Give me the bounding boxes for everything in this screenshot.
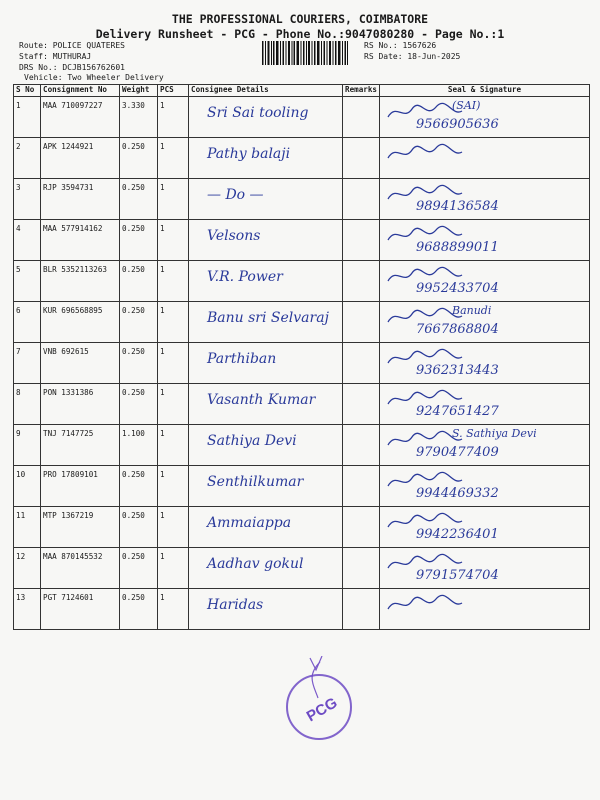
phone-handwriting: 9790477409 [416, 445, 499, 460]
row-weight: 0.250 [120, 138, 158, 179]
row-weight: 0.250 [120, 589, 158, 630]
row-pcs: 1 [158, 466, 189, 507]
row-remarks [343, 302, 380, 343]
table-row [14, 261, 590, 302]
row-consignment-no: PGT 7124601 [41, 589, 120, 630]
row-remarks [343, 507, 380, 548]
table-row [14, 466, 590, 507]
row-signature [380, 261, 590, 302]
row-consignee [189, 302, 343, 343]
row-remarks [343, 548, 380, 589]
consignee-handwriting: Velsons [207, 228, 261, 244]
row-consignee [189, 589, 343, 630]
seal-handwriting: S. Sathiya Devi [452, 427, 537, 440]
col-consignment: Consignment No [41, 85, 120, 97]
row-sno: 12 [14, 548, 41, 589]
table-row [14, 589, 590, 630]
row-signature [380, 548, 590, 589]
row-remarks [343, 261, 380, 302]
row-signature [380, 507, 590, 548]
vehicle-label: Vehicle: Two Wheeler Delivery [24, 73, 164, 82]
consignee-handwriting: Haridas [207, 597, 264, 613]
row-consignment-no: MAA 577914162 [41, 220, 120, 261]
delivery-table [13, 84, 590, 630]
row-pcs: 1 [158, 302, 189, 343]
row-pcs: 1 [158, 384, 189, 425]
row-consignee [189, 466, 343, 507]
row-weight: 0.250 [120, 548, 158, 589]
row-signature [380, 138, 590, 179]
row-sno: 10 [14, 466, 41, 507]
table-row [14, 302, 590, 343]
col-remarks: Remarks [343, 85, 380, 97]
row-consignment-no: BLR 5352113263 [41, 261, 120, 302]
barcode [262, 41, 348, 65]
col-seal: Seal & Signature [380, 85, 590, 97]
row-weight: 1.100 [120, 425, 158, 466]
row-sno: 3 [14, 179, 41, 220]
row-sno: 7 [14, 343, 41, 384]
row-consignment-no: MTP 1367219 [41, 507, 120, 548]
row-signature [380, 179, 590, 220]
consignee-handwriting: Senthilkumar [207, 474, 304, 490]
col-weight: Weight [120, 85, 158, 97]
phone-handwriting: 9952433704 [416, 281, 499, 296]
row-consignment-no: KUR 696568895 [41, 302, 120, 343]
row-consignment-no: RJP 3594731 [41, 179, 120, 220]
table-row [14, 507, 590, 548]
row-pcs: 1 [158, 589, 189, 630]
row-consignment-no: TNJ 7147725 [41, 425, 120, 466]
row-signature [380, 466, 590, 507]
row-remarks [343, 97, 380, 138]
row-sno: 2 [14, 138, 41, 179]
row-consignee [189, 97, 343, 138]
row-sno: 6 [14, 302, 41, 343]
consignee-handwriting: — Do — [207, 187, 264, 203]
row-remarks [343, 138, 380, 179]
stamp-text: PCG [303, 694, 341, 726]
row-remarks [343, 466, 380, 507]
row-signature [380, 589, 590, 630]
signature-scribble [386, 593, 466, 615]
row-remarks [343, 425, 380, 466]
col-consignee: Consignee Details [189, 85, 343, 97]
consignee-handwriting: Banu sri Selvaraj [207, 310, 329, 326]
table-row [14, 425, 590, 466]
row-pcs: 1 [158, 220, 189, 261]
row-weight: 0.250 [120, 302, 158, 343]
row-weight: 0.250 [120, 384, 158, 425]
consignee-handwriting: Vasanth Kumar [207, 392, 316, 408]
row-pcs: 1 [158, 97, 189, 138]
phone-handwriting: 9247651427 [416, 404, 499, 419]
table-row [14, 179, 590, 220]
row-pcs: 1 [158, 425, 189, 466]
drs-label: DRS No.: DCJB156762601 [19, 63, 125, 72]
seal-handwriting: (SAI) [452, 99, 481, 112]
row-remarks [343, 343, 380, 384]
row-weight: 0.250 [120, 179, 158, 220]
phone-handwriting: 9566905636 [416, 117, 499, 132]
row-weight: 0.250 [120, 220, 158, 261]
row-consignment-no: PRO 17809101 [41, 466, 120, 507]
phone-handwriting: 9688899011 [416, 240, 499, 255]
row-remarks [343, 179, 380, 220]
row-consignee [189, 384, 343, 425]
row-sno: 1 [14, 97, 41, 138]
row-consignment-no: APK 1244921 [41, 138, 120, 179]
row-consignee [189, 138, 343, 179]
consignee-handwriting: Sri Sai tooling [207, 105, 309, 121]
row-pcs: 1 [158, 138, 189, 179]
row-signature [380, 220, 590, 261]
row-consignee [189, 261, 343, 302]
row-consignment-no: VNB 692615 [41, 343, 120, 384]
row-pcs: 1 [158, 261, 189, 302]
row-remarks [343, 220, 380, 261]
row-sno: 11 [14, 507, 41, 548]
row-remarks [343, 384, 380, 425]
row-weight: 0.250 [120, 261, 158, 302]
consignee-handwriting: V.R. Power [207, 269, 283, 285]
row-consignee [189, 425, 343, 466]
row-pcs: 1 [158, 179, 189, 220]
table-header-row [14, 85, 590, 97]
row-consignee [189, 220, 343, 261]
company-title: THE PROFESSIONAL COURIERS, COIMBATORE [171, 12, 429, 26]
signature-scribble [386, 142, 466, 164]
table-row [14, 343, 590, 384]
row-consignee [189, 507, 343, 548]
row-signature [380, 343, 590, 384]
route-label: Route: POLICE QUATERES [19, 41, 125, 50]
phone-handwriting: 9362313443 [416, 363, 499, 378]
row-sno: 4 [14, 220, 41, 261]
consignee-handwriting: Ammaiappa [207, 515, 292, 531]
row-pcs: 1 [158, 507, 189, 548]
row-remarks [343, 589, 380, 630]
row-pcs: 1 [158, 548, 189, 589]
row-sno: 5 [14, 261, 41, 302]
row-weight: 0.250 [120, 466, 158, 507]
col-sno: S No [14, 85, 41, 97]
row-consignment-no: MAA 710097227 [41, 97, 120, 138]
table-row [14, 220, 590, 261]
row-weight: 3.330 [120, 97, 158, 138]
consignee-handwriting: Pathy balaji [207, 146, 291, 162]
row-signature [380, 97, 590, 138]
row-consignee [189, 179, 343, 220]
phone-handwriting: 7667868804 [416, 322, 499, 337]
consignee-handwriting: Parthiban [207, 351, 277, 367]
table-row [14, 548, 590, 589]
row-consignment-no: PON 1331386 [41, 384, 120, 425]
consignee-handwriting: Sathiya Devi [207, 433, 297, 449]
row-sno: 9 [14, 425, 41, 466]
row-sno: 13 [14, 589, 41, 630]
runsheet-subtitle: Delivery Runsheet - PCG - Phone No.:9047080280 - Page No.:1 [95, 27, 505, 41]
rs-number: RS No.: 1567626 [364, 41, 437, 50]
row-weight: 0.250 [120, 343, 158, 384]
pcg-stamp [276, 656, 362, 742]
phone-handwriting: 9791574704 [416, 568, 499, 583]
staff-label: Staff: MUTHURAJ [19, 52, 92, 61]
row-weight: 0.250 [120, 507, 158, 548]
row-consignee [189, 343, 343, 384]
row-signature [380, 302, 590, 343]
row-signature [380, 384, 590, 425]
row-pcs: 1 [158, 343, 189, 384]
phone-handwriting: 9942236401 [416, 527, 499, 542]
row-consignment-no: MAA 870145532 [41, 548, 120, 589]
consignee-handwriting: Aadhav gokul [207, 556, 304, 572]
table-row [14, 138, 590, 179]
table-row [14, 97, 590, 138]
row-signature [380, 425, 590, 466]
col-pcs: PCS [158, 85, 189, 97]
row-sno: 8 [14, 384, 41, 425]
table-row [14, 384, 590, 425]
row-consignee [189, 548, 343, 589]
phone-handwriting: 9944469332 [416, 486, 499, 501]
seal-handwriting: Banudi [452, 304, 492, 317]
phone-handwriting: 9894136584 [416, 199, 499, 214]
rs-date: RS Date: 18-Jun-2025 [364, 52, 461, 61]
